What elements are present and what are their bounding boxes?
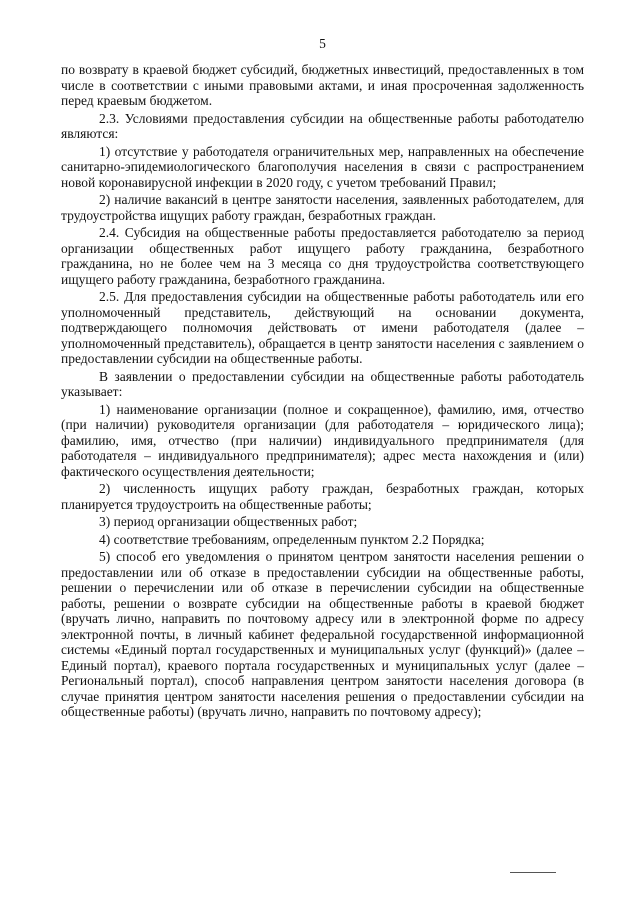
paragraph-2-5: 2.5. Для предоставления субсидии на общественные работы работодатель или его уполномоченный представитель, действующий на основании документа, подтверждающего полномочия действовать от имени работодателя (далее – уполномоченный представитель), обращается в центр занятости населения с заявлением о предоставлении субсидии на общественные работы. [61, 289, 584, 366]
paragraph-application-item-2: 2) численность ищущих работу граждан, безработных граждан, которых планируется трудоустроить на общественные работы; [61, 481, 584, 512]
footer-rule [510, 872, 556, 873]
paragraph-2-3-item-1: 1) отсутствие у работодателя ограничительных мер, направленных на обеспечение санитарно-эпидемиологического благополучия населения в связи с распространением новой коронавирусной инфекции в 2020 году, с учетом требований Правил; [61, 143, 584, 190]
paragraph-2-3-item-2: 2) наличие вакансий в центре занятости населения, заявленных работодателем, для трудоустройства ищущих работу граждан, безработных граждан. [61, 192, 584, 223]
paragraph-continuation: по возврату в краевой бюджет субсидий, бюджетных инвестиций, предоставленных в том числе в соответствии с иными правовыми актами, и иная просроченная задолженность перед краевым бюджетом. [61, 62, 584, 108]
paragraph-application-item-1: 1) наименование организации (полное и сокращенное), фамилию, имя, отчество (при наличии) руководителя организации (для работодателя – юридического лица); фамилию, имя, отчество (при наличии) индивидуального предпринимателя (для работодателя – индивидуального предпринимателя); адрес места нахождения и (или) фактического осуществления деятельности; [61, 401, 584, 479]
paragraph-application-item-3: 3) период организации общественных работ; [99, 514, 358, 529]
paragraph-application-item-4: 4) соответствие требованиям, определенным пунктом 2.2 Порядка; [99, 531, 485, 547]
page-number: 5 [319, 36, 326, 51]
paragraph-application-item-5: 5) способ его уведомления о принятом центром занятости населения решении о предоставлении или об отказе в предоставлении субсидии на общественные работы, решении о перечислении или об отказе в перечислении субсидии на общественные работы, решении о возврате субсидии на общественные работы в краевой бюджет (вручать лично, направить по почтовому адресу или в электронной форме по адресу электронной почты, в личный кабинет федеральной государственной информационной системы «Единый портал государственных и муниципальных услуг (функций)» (далее – Единый портал), краевого портала государственных и муниципальных услуг (далее – Региональный портал), способ направления центром занятости населения договора (в случае принятия центром занятости населения решения о предоставлении субсидии на общественные работы) (вручать лично, направить по почтовому адресу); [61, 549, 584, 719]
paragraph-2-4: 2.4. Субсидия на общественные работы предоставляется работодателю за период организации общественных работ ищущего работу гражданина, безработного гражданина, но не более чем на 3 месяца со дня трудоустройства соответствующего ищущего работу гражданина, безработного гражданина. [61, 225, 584, 287]
paragraph-application-intro: В заявлении о предоставлении субсидии на общественные работы работодатель указывает: [61, 368, 584, 399]
paragraph-2-3: 2.3. Условиями предоставления субсидии на общественные работы работодателю являются: [61, 110, 584, 141]
